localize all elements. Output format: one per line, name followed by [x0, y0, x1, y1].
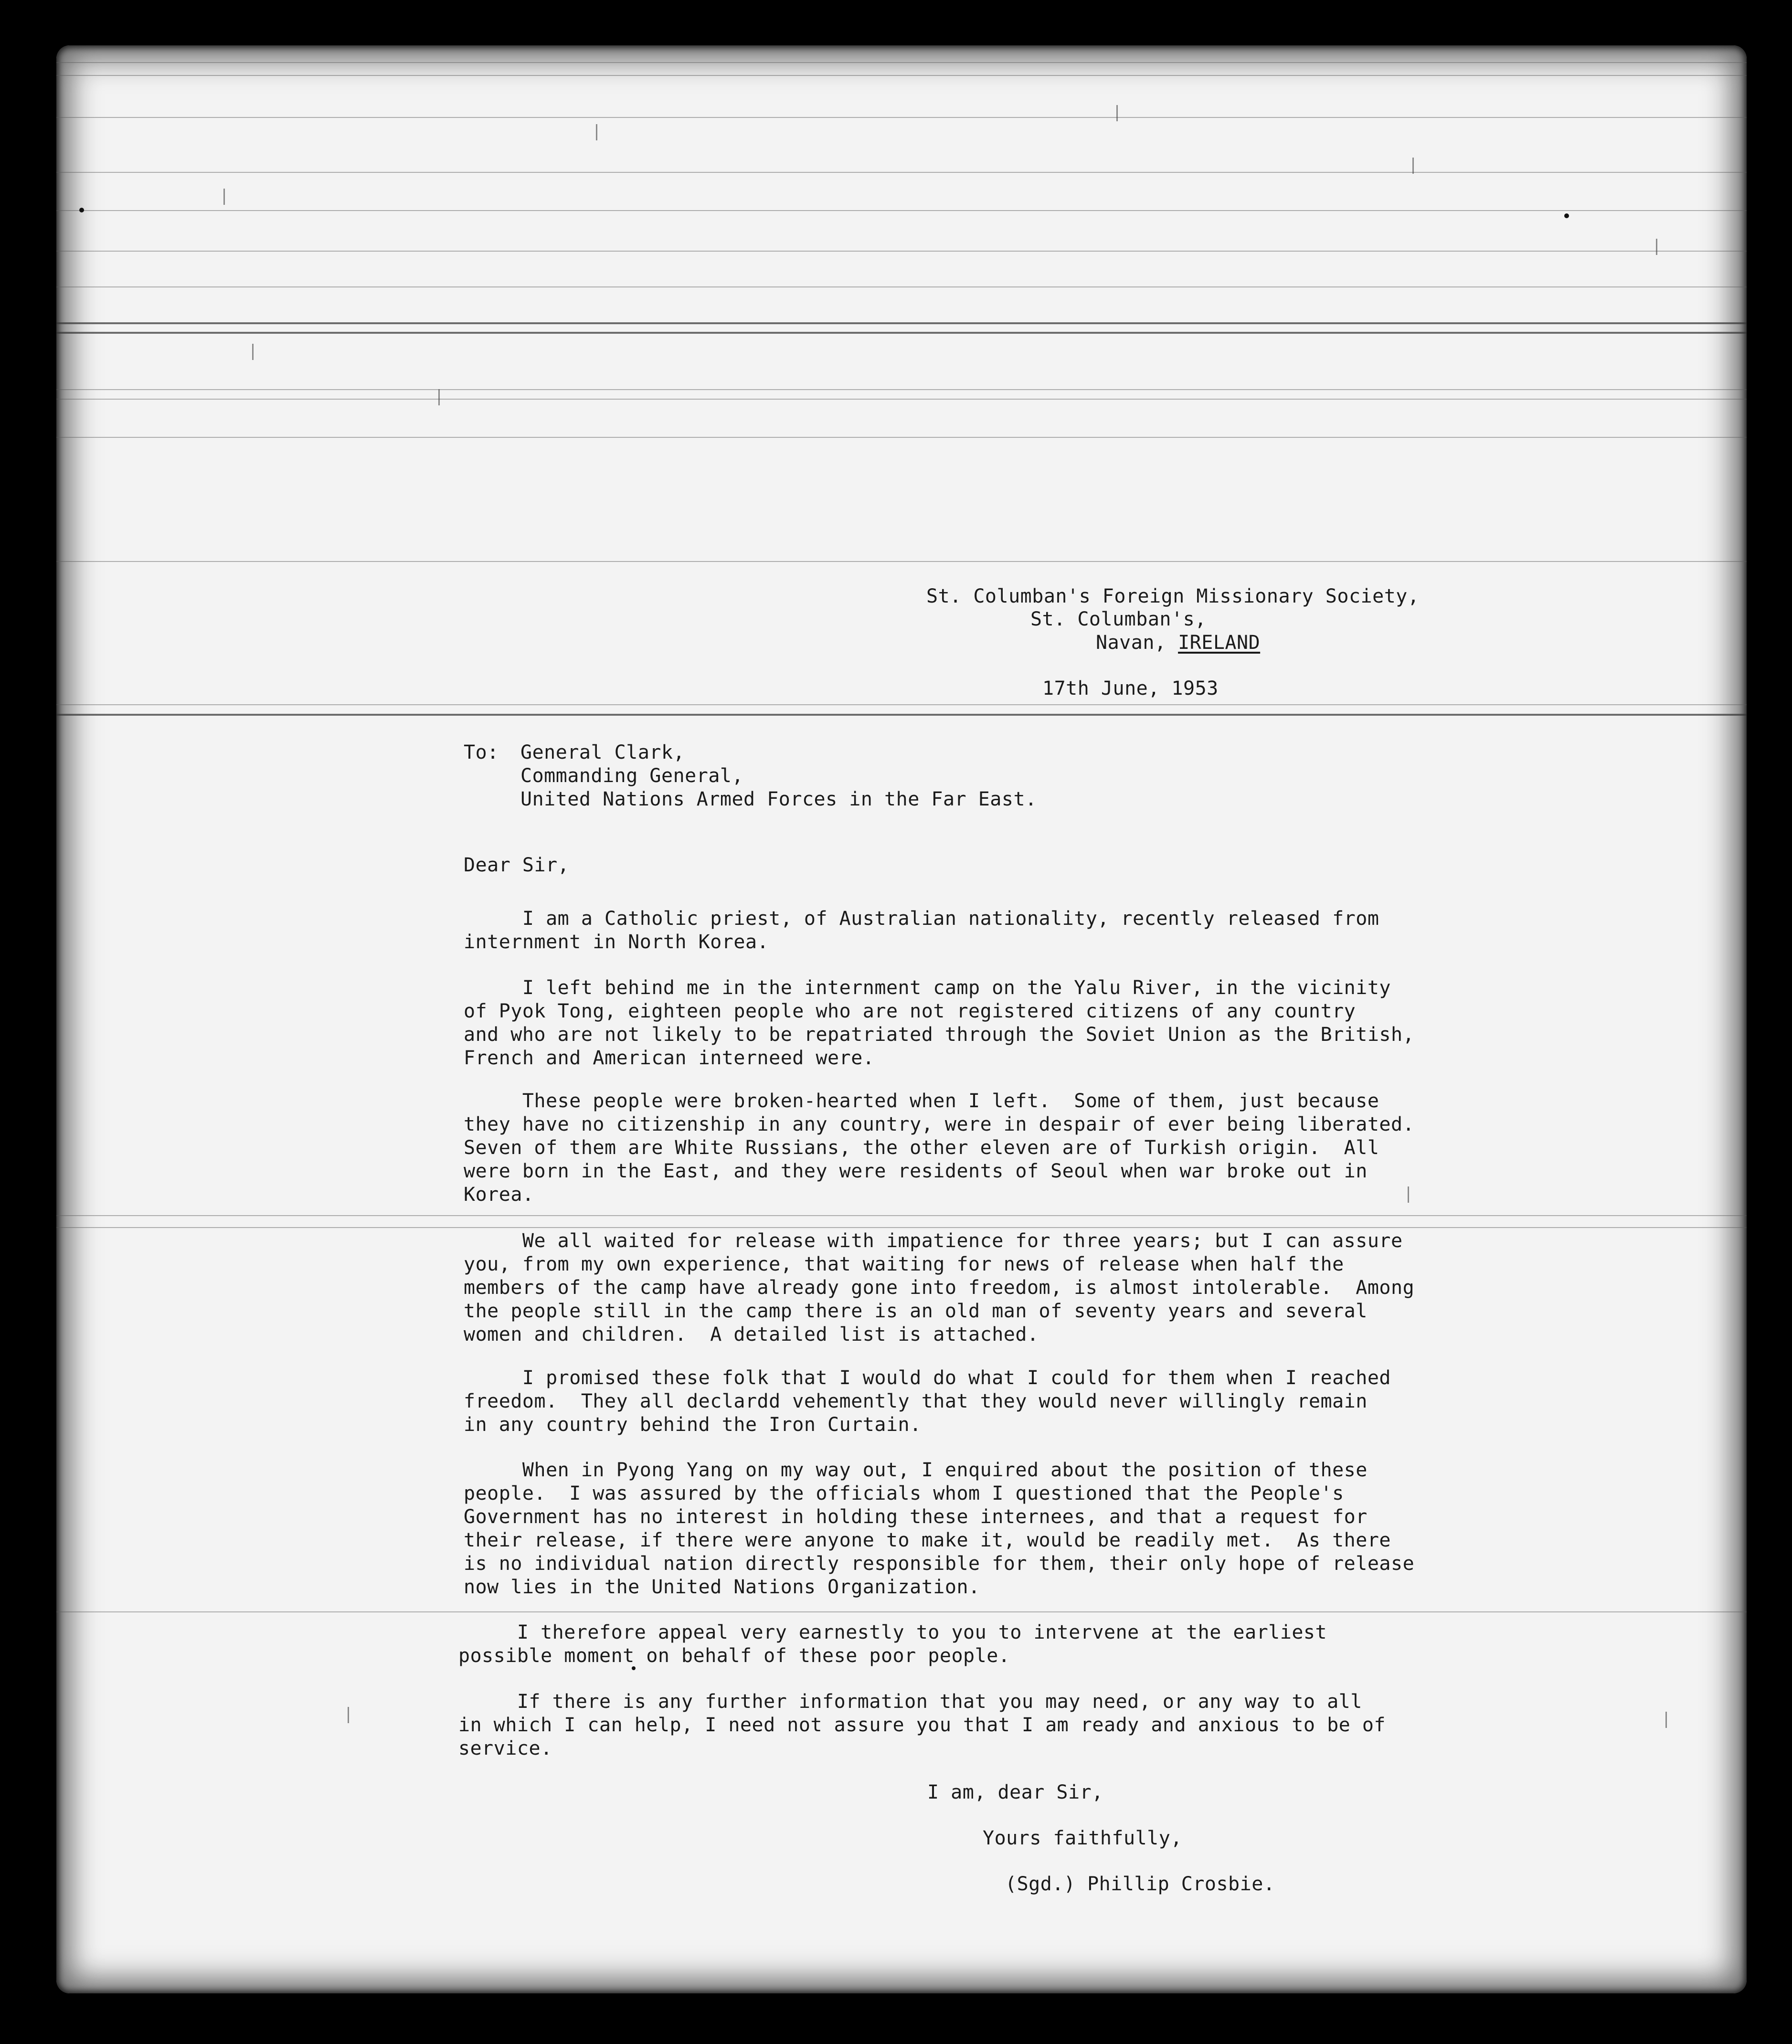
- body-line: you, from my own experience, that waiting for news of release when half the: [464, 1253, 1344, 1275]
- scan-artifact-tick: [1116, 105, 1118, 121]
- recipient-name: General Clark,: [520, 741, 685, 763]
- scan-artifact-tick: [252, 344, 254, 360]
- paragraph-5: [464, 1366, 1391, 1437]
- paragraph-7: [458, 1621, 1327, 1668]
- body-line: Seven of them are White Russians, the other eleven are of Turkish origin. All: [464, 1137, 1379, 1159]
- scan-artifact-line: [56, 62, 1747, 63]
- scan-artifact-line: [56, 714, 1747, 716]
- body-line: now lies in the United Nations Organization.: [464, 1576, 980, 1598]
- paragraph-8: [458, 1690, 1386, 1760]
- body-line: Government has no interest in holding these internees, and that a request for: [464, 1506, 1368, 1528]
- body-line: If there is any further information that you may need, or any way to all: [458, 1691, 1362, 1713]
- letterhead-house: St. Columban's,: [1030, 608, 1207, 630]
- scan-speck: [1564, 213, 1569, 218]
- body-line: I promised these folk that I would do what I could for them when I reached: [464, 1367, 1391, 1389]
- body-line: service.: [458, 1737, 552, 1759]
- recipient-title: Commanding General,: [520, 765, 744, 787]
- closing-line: I am, dear Sir,: [927, 1781, 1103, 1803]
- body-line: people. I was assured by the officials whom I questioned that the People's: [464, 1483, 1344, 1504]
- scan-artifact-tick: [596, 124, 597, 140]
- scan-artifact-line: [56, 172, 1747, 173]
- body-line: When in Pyong Yang on my way out, I enquired about the position of these: [464, 1459, 1368, 1481]
- body-line: they have no citizenship in any country, were in despair of ever being liberated.: [464, 1113, 1415, 1135]
- scan-artifact-line: [56, 286, 1747, 287]
- scan-artifact-line: [56, 561, 1747, 562]
- body-line: possible moment on behalf of these poor people.: [458, 1645, 1010, 1667]
- signature: (Sgd.) Phillip Crosbie.: [1005, 1873, 1275, 1895]
- scan-artifact-line: [56, 322, 1747, 324]
- body-line: French and American interneed were.: [464, 1047, 875, 1069]
- scan-artifact-line: [56, 1227, 1747, 1228]
- body-line: These people were broken-hearted when I left. Some of them, just because: [464, 1090, 1379, 1112]
- scan-artifact-tick: [223, 189, 225, 205]
- scan-artifact-tick: [438, 389, 440, 405]
- body-line: is no individual nation directly responsible for them, their only hope of release: [464, 1553, 1415, 1575]
- scan-artifact-tick: [1656, 239, 1657, 255]
- scan-artifact-tick: [1665, 1712, 1667, 1728]
- body-line: members of the camp have already gone into freedom, is almost intolerable. Among: [464, 1277, 1415, 1299]
- scan-artifact-tick: [348, 1707, 349, 1723]
- salutation: Dear Sir,: [464, 854, 570, 876]
- body-line: of Pyok Tong, eighteen people who are not registered citizens of any country: [464, 1000, 1356, 1022]
- body-line: the people still in the camp there is an old man of seventy years and several: [464, 1300, 1368, 1322]
- paragraph-3: [464, 1090, 1414, 1207]
- scan-artifact-line: [56, 399, 1747, 400]
- paragraph-1: [464, 907, 1379, 954]
- recipient-prefix: To:: [464, 741, 499, 763]
- paragraph-4: [464, 1229, 1414, 1346]
- body-line: I am a Catholic priest, of Australian nationality, recently released from: [464, 908, 1379, 930]
- recipient-organization: United Nations Armed Forces in the Far East.: [520, 788, 1037, 810]
- body-line: and who are not likely to be repatriated through the Soviet Union as the British,: [464, 1024, 1415, 1046]
- scan-speck: [79, 208, 84, 212]
- scan-artifact-line: [56, 1215, 1747, 1216]
- body-line: Korea.: [464, 1184, 534, 1206]
- body-line: internment in North Korea.: [464, 931, 769, 953]
- scan-artifact-line: [56, 75, 1747, 76]
- body-line: freedom. They all declardd vehemently that they would never willingly remain: [464, 1390, 1368, 1412]
- closing-valediction: Yours faithfully,: [983, 1827, 1182, 1849]
- body-line: I left behind me in the internment camp on the Yalu River, in the vicinity: [464, 977, 1391, 999]
- letterhead-location: [1096, 631, 1260, 655]
- body-line: in any country behind the Iron Curtain.: [464, 1414, 922, 1436]
- scan-artifact-line: [56, 437, 1747, 438]
- letter-date: 17th June, 1953: [1042, 678, 1219, 699]
- scan-artifact-tick: [1412, 158, 1414, 174]
- scan-artifact-line: [56, 117, 1747, 118]
- body-line: We all waited for release with impatience for three years; but I can assure: [464, 1230, 1403, 1252]
- scan-artifact-line: [56, 1611, 1747, 1612]
- letterhead-society: St. Columban's Foreign Missionary Society,: [926, 585, 1420, 607]
- scan-artifact-line: [56, 389, 1747, 390]
- body-line: their release, if there were anyone to make it, would be readily met. As there: [464, 1529, 1391, 1551]
- body-line: I therefore appeal very earnestly to you to intervene at the earliest: [458, 1621, 1327, 1643]
- scan-artifact-line: [56, 251, 1747, 252]
- body-line: women and children. A detailed list is attached.: [464, 1324, 1039, 1345]
- letterhead-town: Navan,: [1096, 632, 1178, 654]
- paragraph-2: [464, 976, 1414, 1070]
- body-line: were born in the East, and they were residents of Seoul when war broke out in: [464, 1160, 1368, 1182]
- scan-artifact-line: [56, 332, 1747, 334]
- paragraph-6: [464, 1459, 1414, 1599]
- letterhead-country: IRELAND: [1178, 632, 1261, 654]
- scan-artifact-line: [56, 210, 1747, 211]
- body-line: in which I can help, I need not assure you that I am ready and anxious to be of: [458, 1714, 1386, 1736]
- scan-artifact-line: [56, 704, 1747, 705]
